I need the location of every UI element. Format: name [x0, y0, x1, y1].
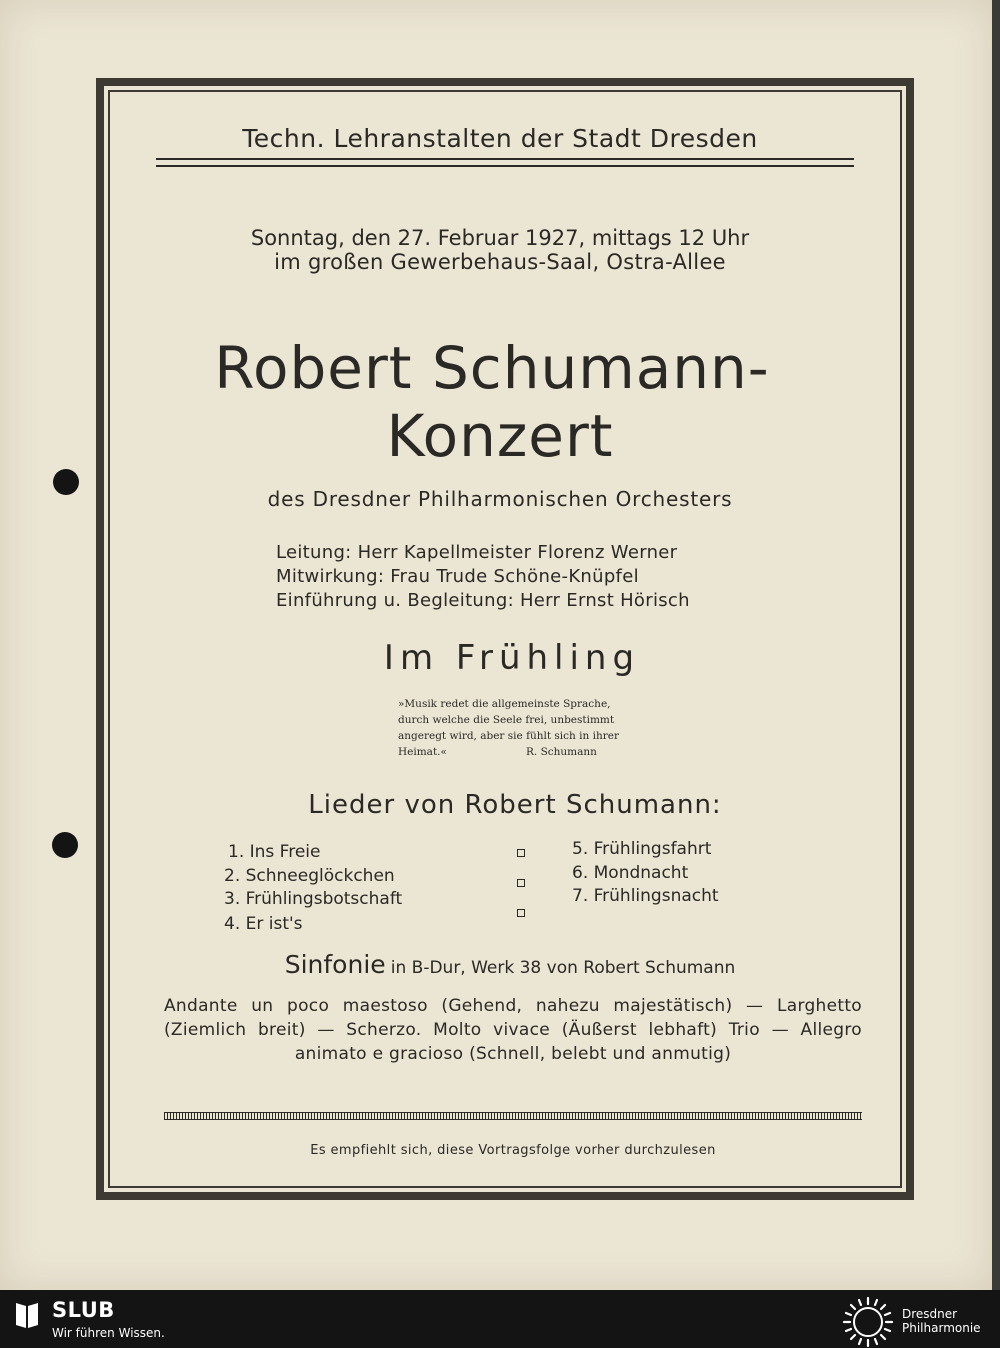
credit-introduction: Einführung u. Begleitung: Herr Ernst Hörisch	[276, 590, 690, 611]
concert-title-line2: Konzert	[386, 402, 614, 470]
double-rule	[156, 158, 854, 167]
song-item: 4. Er ist's	[224, 914, 303, 934]
sinfonie-line	[0, 950, 1000, 979]
song-item: 6. Mondnacht	[572, 863, 689, 883]
square-separator	[517, 879, 525, 887]
venue-line: im großen Gewerbehaus-Saal, Ostra-Allee	[274, 250, 726, 274]
sinfonie-word: Sinfonie	[284, 950, 386, 979]
song-item: 1. Ins Freie	[228, 842, 321, 862]
credit-soloist: Mitwirkung: Frau Trude Schöne-Knüpfel	[276, 566, 639, 587]
partner-name-line2: Philharmonie	[902, 1321, 981, 1335]
date-line: Sonntag, den 27. Februar 1927, mittags 12 Uhr	[250, 226, 750, 250]
song-item: 3. Frühlingsbotschaft	[224, 889, 403, 909]
partner-name-line1: Dresdner	[902, 1307, 958, 1321]
quote-author: R. Schumann	[526, 746, 597, 758]
sinfonie-movements: Andante un poco maestoso (Gehend, nahezu majestätisch) — Larghetto (Ziemlich breit) — Scherzo. Molto vivace (Äußerst lebhaft) Trio — Allegro animato e gracioso (Schnell, belebt und anmutig)	[164, 996, 862, 1064]
institution-heading: Techn. Lehranstalten der Stadt Dresden	[242, 124, 758, 153]
dresdner-philharmonie-logo-icon	[842, 1296, 894, 1348]
song-item: 5. Frühlingsfahrt	[572, 839, 712, 859]
program-motto: Im Frühling	[383, 638, 641, 678]
punch-hole	[52, 832, 78, 858]
square-separator	[517, 909, 525, 917]
song-item: 7. Frühlingsnacht	[572, 886, 719, 906]
song-item: 2. Schneeglöckchen	[224, 866, 395, 886]
slub-tagline: Wir führen Wissen.	[52, 1326, 165, 1340]
partner-name	[902, 1307, 981, 1335]
slub-name: SLUB	[52, 1298, 115, 1322]
orchestra-line: des Dresdner Philharmonischen Orchesters	[267, 487, 733, 511]
sinfonie-details: in B-Dur, Werk 38 von Robert Schumann	[390, 958, 736, 978]
square-separator	[517, 849, 525, 857]
reading-note: Es empfiehlt sich, diese Vortragsfolge vorher durchzulesen	[310, 1143, 716, 1158]
concert-title-line1: Robert Schumann-	[214, 334, 770, 402]
credit-conductor: Leitung: Herr Kapellmeister Florenz Werner	[276, 542, 678, 563]
lieder-heading: Lieder von Robert Schumann:	[308, 790, 722, 820]
hatched-rule	[164, 1112, 862, 1120]
schumann-quote: »Musik redet die allgemeinste Sprache, durch welche die Seele frei, unbestimmt angeregt wird, aber sie fühlt sich in ihrer Heimat.«	[398, 698, 619, 758]
slub-logo-icon	[14, 1300, 40, 1330]
